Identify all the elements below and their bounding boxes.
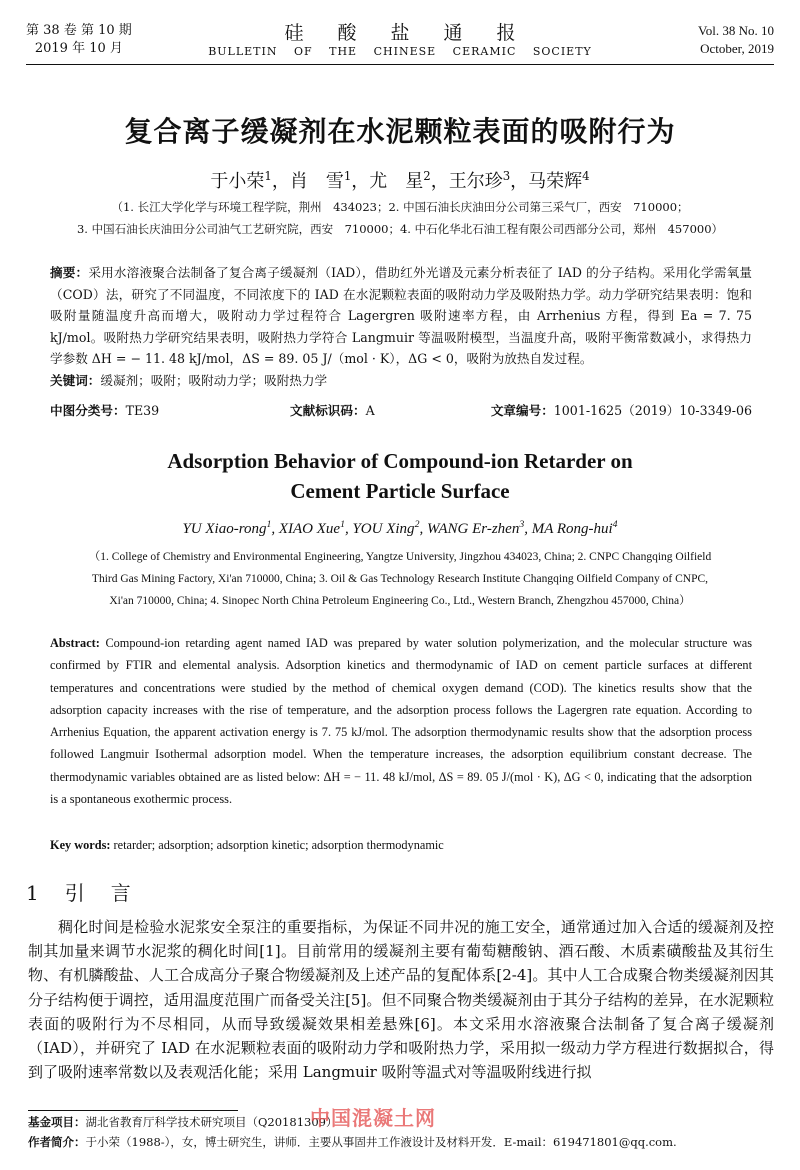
- header-volume-cn: 第 38 卷 第 10 期: [26, 23, 132, 38]
- author-en: MA Rong-hui$^4$: [531, 519, 618, 537]
- author-cn: 于小荣$^1$: [210, 169, 272, 192]
- running-header: [26, 22, 774, 62]
- section-heading: [26, 877, 157, 906]
- header-rule: [26, 64, 774, 65]
- header-volume-en: Vol. 38 No. 10: [698, 23, 774, 38]
- title-en-line2: Cement Particle Surface: [290, 479, 510, 503]
- abstract-en-label: Abstract:: [50, 636, 100, 650]
- footnote-rule: [28, 1110, 238, 1111]
- author-cn: 王尔珍$^3$: [448, 169, 511, 192]
- affiliation-en-line2: Third Gas Mining Factory, Xi'an 710000, China; 3. Oil & Gas Technology Research Institute Changqing Oilfield Company of CNPC,: [91, 573, 709, 585]
- author-cn: 尤 星$^2$: [369, 169, 431, 192]
- title-en-line1: Adsorption Behavior of Compound-ion Retarder on: [167, 449, 633, 473]
- journal-name-cn: 硅酸盐通报: [284, 22, 550, 44]
- affiliation-en: [55, 546, 745, 612]
- abstract-en: [50, 632, 752, 810]
- keywords-cn-text: 缓凝剂；吸附；吸附动力学；吸附热力学: [100, 372, 328, 388]
- title-en: [0, 446, 800, 506]
- affiliation-cn-line1: （1. 长江大学化学与环境工程学院，荆州 434023；2. 中国石油长庆油田分公司第三采气厂，西安 710000；: [111, 200, 689, 214]
- affiliation-en-line1: （1. College of Chemistry and Environmental Engineering, Yangtze University, Jingzhou 434023, China; 2. CNPC Changqing Oilfield: [88, 551, 712, 563]
- author-en: YU Xiao-rong$^1$: [182, 519, 272, 537]
- classification-row: [50, 400, 752, 420]
- affiliation-en-line3: Xi'an 710000, China; 4. Sinopec North China Petroleum Engineering Co., Ltd., Western Branch, Zhengzhou 457000, China）: [109, 595, 691, 607]
- abstract-cn: [50, 262, 752, 391]
- author-en: XIAO Xue$^1$: [278, 519, 345, 537]
- author-en: WANG Er-zhen$^3$: [426, 519, 525, 537]
- keywords-cn-label: 关键词：: [50, 372, 101, 388]
- author-cn: 肖 雪$^1$: [289, 169, 352, 192]
- keywords-en: [50, 838, 752, 853]
- section-number: 1: [26, 881, 39, 905]
- author-en: YOU Xing$^2$: [352, 519, 420, 537]
- author-cn: 马荣辉$^4$: [528, 169, 590, 192]
- article-number: 文章编号：1001-1625（2019）10-3349-06: [490, 403, 752, 418]
- abstract-cn-text: 采用水溶液聚合法制备了复合离子缓凝剂（IAD），借助红外光谱及元素分析表征了 IAD 的分子结构。采用化学需氧量（COD）法，研究了不同温度，不同浓度下的 IAD 在水泥颗粒表面的吸附动力学及吸附热力学。动力学研究结果表明：饱和吸附量随温度升高而增大，吸附动力学过程符合 Lagergren 吸附速率方程，由 Arrhenius 方程，得到 Ea = 7. 75 kJ/mol。吸附热力学研究结果表明，吸附热力学符合 Langmuir 等温吸附模型，当温度升高，吸附平衡常数减小，求得热力学参数 ΔH = − 11. 48 kJ/mol，ΔS = 89. 05 J/（mol · K），ΔG < 0，吸附为放热自发过程。: [50, 265, 753, 366]
- affiliation-cn-line2: 3. 中国石油长庆油田分公司油气工艺研究院，西安 710000；4. 中石化华北石油工程有限公司西部分公司，郑州 457000）: [76, 222, 724, 236]
- authors-cn: 于小荣$^1$，肖 雪$^1$，尤 星$^2$，王尔珍$^3$，马荣辉$^4$: [210, 169, 590, 192]
- clc-number: 中图分类号：TE39: [50, 403, 160, 418]
- header-date-en: October, 2019: [700, 41, 774, 56]
- header-date-cn: 2019 年 10 月: [34, 41, 123, 56]
- keywords-en-label: Key words:: [50, 838, 111, 852]
- document-code: 文献标识码：A: [290, 403, 375, 418]
- header-issue-en: [698, 22, 774, 58]
- section-title: 引言: [64, 881, 157, 905]
- journal-name-en: BULLETIN OF THE CHINESE CERAMIC SOCIETY: [208, 45, 592, 58]
- header-journal: [26, 22, 774, 60]
- footnote-author: 作者简介：于小荣（1988-），女，博士研究生，讲师．主要从事固井工作液设计及材料开发．E-mail：619471801@qq.com.: [28, 1135, 677, 1149]
- abstract-cn-label: 摘要：: [50, 265, 89, 280]
- keywords-en-text: retarder; adsorption; adsorption kinetic; adsorption thermodynamic: [113, 838, 444, 852]
- authors-en: YU Xiao-rong$^1$, XIAO Xue$^1$, YOU Xing$^2$, WANG Er-zhen$^3$, MA Rong-hui$^4$: [182, 519, 618, 537]
- watermark: 中国混凝土网: [310, 1106, 436, 1130]
- keywords-cn: [50, 370, 752, 392]
- abstract-en-text: Compound-ion retarding agent named IAD was prepared by water solution polymerization, and the molecular structure was confirmed by FTIR and elemental analysis. Adsorption kinetics and thermodynamic of IAD on cement particle surfaces at different temperatures and concentrations were studied by the method of chemical oxygen demand (COD). The kinetics results show that the adsorption capacity increases with the rise of temperature, and the adsorption process follows the Lagergren rate equation. According to Arrhenius Equation, the apparent activation energy is 7. 75 kJ/mol. The adsorption thermodynamic results show that the adsorption process followed Langmuir Isothermal adsorption model. When the temperature increases, the adsorption equilibrium constant decrease. The thermodynamic variables obtained are as listed below: ΔH = − 11. 48 kJ/mol, ΔS = 89. 05 J/(mol · K), ΔG < 0, indicating that the adsorption is a spontaneous exothermic process.: [50, 636, 752, 807]
- footnote-funding: 基金项目：湖北省教育厅科学技术研究项目（Q20181309）: [28, 1115, 338, 1129]
- body-paragraph: 稠化时间是检验水泥浆安全泵注的重要指标，为保证不同井况的施工安全，通常通过加入合适的缓凝剂及控制其加量来调节水泥浆的稠化时间[1]。目前常用的缓凝剂主要有葡萄糖酸钠、酒石酸、木质素磺酸盐及其衍生物、有机膦酸盐、人工合成高分子聚合物缓凝剂及上述产品的复配体系[2-4]。其中人工合成聚合物类缓凝剂因其分子结构便于调控，适用温度范围广而备受关注[5]。但不同聚合物类缓凝剂由于其分子结构的差异，在水泥颗粒表面的吸附行为不尽相同，从而导致缓凝效果相差悬殊[6]。本文采用水溶液聚合法制备了复合离子缓凝剂（IAD），并研究了 IAD 在水泥颗粒表面的吸附动力学和吸附热力学，采用拟一级动力学方程进行数据拟合，得到了吸附速率常数以及表观活化能；采用 Langmuir 吸附等温式对等温吸附线进行拟: [28, 918, 774, 1082]
- title-cn: 复合离子缓凝剂在水泥颗粒表面的吸附行为: [124, 115, 676, 148]
